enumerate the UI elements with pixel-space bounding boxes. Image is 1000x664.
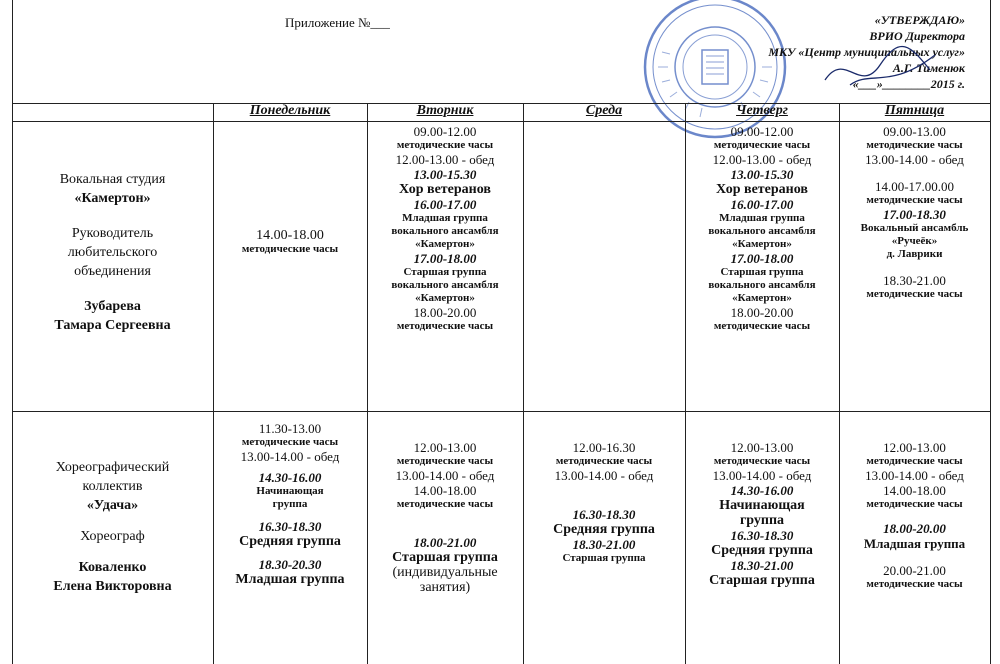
time-slot: 18.30-20.30 — [258, 557, 322, 572]
time-slot: 12.00-13.00 — [413, 440, 477, 455]
row1-lead — [12, 170, 213, 335]
row2-monday — [213, 421, 367, 587]
grid-line — [12, 411, 990, 412]
slot-desc: Старшая группа — [720, 266, 804, 278]
time-slot: 17.00-18.00 — [730, 251, 794, 266]
slot-desc: Младшая группа — [863, 536, 966, 551]
grid-line — [990, 0, 991, 664]
slot-desc: группа — [739, 513, 785, 528]
slot-desc: Старшая группа — [562, 552, 646, 564]
slot-desc: методические часы — [866, 498, 963, 510]
slot-desc: вокального ансамбля — [391, 225, 499, 237]
time-slot: 12.00-13.00 — [883, 440, 946, 455]
row2-thursday — [685, 440, 839, 588]
time-slot: 16.30-18.30 — [730, 528, 794, 543]
time-slot: 17.00-18.00 — [413, 251, 477, 266]
slot-desc: Хор ветеранов — [399, 182, 491, 197]
time-slot: 13.00-15.30 — [730, 167, 794, 182]
row2-lead — [12, 458, 213, 596]
slot-desc: группа — [272, 498, 308, 510]
slot-desc: методические часы — [396, 455, 494, 467]
slot-desc: «Ручеёк» — [891, 235, 938, 247]
time-slot: 13.00-15.30 — [413, 167, 477, 182]
header-wednesday: Среда — [585, 103, 623, 118]
lead-line: любительского — [67, 245, 158, 260]
time-slot: 09.00-13.00 — [883, 124, 946, 139]
row1-thursday — [685, 124, 839, 333]
lead-line: Хореограф — [80, 529, 145, 544]
lead-line: объединения — [74, 264, 151, 279]
time-slot: 14.00-18.00 — [883, 483, 946, 498]
slot-desc: д. Лаврики — [886, 248, 943, 260]
row1-monday — [213, 228, 367, 256]
lead-line: Коваленко — [78, 560, 147, 575]
header-tuesday: Вторник — [416, 103, 474, 118]
slot-desc: (индивидуальные — [392, 565, 498, 580]
slot-desc: методические часы — [866, 578, 963, 590]
slot-desc: «Камертон» — [415, 292, 475, 304]
slot-desc: «Камертон» — [732, 238, 792, 250]
lead-line: Тамара Сергеевна — [54, 318, 171, 333]
time-slot: 18.30-21.00 — [730, 558, 794, 573]
time-slot: 18.30-21.00 — [883, 273, 946, 288]
slot-desc: Старшая группа — [403, 266, 487, 278]
time-slot: 18.00-21.00 — [413, 535, 477, 550]
time-slot: 16.30-18.30 — [572, 507, 636, 522]
slot-desc: Начинающая — [256, 485, 324, 497]
time-slot: 09.00-12.00 — [730, 124, 794, 139]
time-slot: 17.00-18.30 — [883, 207, 946, 222]
lead-line: Зубарева — [84, 299, 141, 314]
time-slot: 14.00-17.00.00 — [874, 179, 955, 194]
slot-desc: методические часы — [713, 139, 811, 151]
row1-tuesday — [367, 124, 523, 333]
header-monday: Понедельник — [249, 103, 331, 118]
slot-desc: Старшая группа — [392, 550, 498, 565]
slot-desc: Вокальный ансамбль — [860, 222, 969, 234]
time-slot: 13.00-14.00 - обед — [554, 468, 654, 483]
slot-desc: методические часы — [713, 320, 811, 332]
time-slot: 11.30-13.00 — [258, 421, 322, 436]
time-slot: 16.30-18.30 — [258, 519, 322, 534]
signature — [820, 40, 940, 100]
slot-desc: методические часы — [555, 455, 653, 467]
header-thursday: Четверг — [736, 103, 788, 118]
lead-line: Елена Викторовна — [53, 579, 172, 594]
time-slot: 14.00-18.00 — [413, 483, 477, 498]
lead-line: «Удача» — [86, 498, 139, 513]
lead-line: Хореографический — [55, 460, 170, 475]
grid-line — [523, 103, 524, 664]
time-slot: 18.30-21.00 — [572, 537, 636, 552]
row2-wednesday — [523, 440, 685, 565]
slot-desc: «Камертон» — [415, 238, 475, 250]
slot-desc: «Камертон» — [732, 292, 792, 304]
slot-desc: методические часы — [396, 320, 494, 332]
time-slot: 18.00-20.00 — [883, 521, 946, 536]
grid-line — [12, 121, 990, 122]
approve-line-4: А.Г. Тименюк — [892, 61, 965, 75]
lead-line: коллектив — [82, 479, 143, 494]
time-slot: 13.00-14.00 - обед — [865, 468, 964, 483]
time-slot: 18.00-20.00 — [730, 305, 794, 320]
time-slot: 12.00-13.00 - обед — [395, 152, 495, 167]
time-slot: 12.00-13.00 - обед — [712, 152, 812, 167]
lead-line: «Камертон» — [74, 191, 151, 206]
slot-desc: методические часы — [396, 498, 494, 510]
slot-desc: методические часы — [396, 139, 494, 151]
slot-desc: методические часы — [866, 139, 963, 151]
lead-line: Вокальная студия — [59, 172, 166, 187]
slot-desc: Хор ветеранов — [716, 182, 808, 197]
slot-desc: методические часы — [241, 436, 339, 448]
time-slot: 16.00-17.00 — [413, 197, 477, 212]
header-friday: Пятница — [884, 103, 945, 118]
slot-desc: методические часы — [713, 455, 811, 467]
slot-desc: Младшая группа — [402, 212, 488, 224]
time-slot: 18.00-20.00 — [413, 305, 477, 320]
time-slot: 12.00-13.00 — [730, 440, 794, 455]
slot-desc: методические часы — [866, 455, 963, 467]
time-slot: 12.00-16.30 — [572, 440, 636, 455]
time-slot: 09.00-12.00 — [413, 124, 477, 139]
slot-desc: методические часы — [866, 288, 963, 300]
slot-desc: Начинающая — [719, 498, 805, 513]
slot-desc: Младшая группа — [235, 572, 345, 587]
lead-line: Руководитель — [71, 226, 154, 241]
row1-friday — [839, 124, 990, 301]
row2-tuesday — [367, 440, 523, 595]
slot-desc: вокального ансамбля — [708, 279, 816, 291]
slot-desc: вокального ансамбля — [391, 279, 499, 291]
slot-desc: Средняя группа — [711, 543, 813, 558]
time-slot: 13.00-14.00 - обед — [240, 449, 340, 464]
time-slot: 13.00-14.00 - обед — [395, 468, 495, 483]
time-slot: 14.30-16.00 — [730, 483, 794, 498]
slot-desc: вокального ансамбля — [708, 225, 816, 237]
approve-line-5: «___»________2015 г. — [852, 77, 965, 91]
approve-line-2: ВРИО Директора — [869, 29, 965, 43]
slot-desc: методические часы — [866, 194, 963, 206]
approve-line-3: МКУ «Центр муниципальных услуг» — [768, 45, 965, 59]
time-slot: 16.00-17.00 — [730, 197, 794, 212]
time-slot: 20.00-21.00 — [883, 563, 946, 578]
slot-desc: Старшая группа — [709, 573, 815, 588]
approve-line-1: «УТВЕРЖДАЮ» — [874, 13, 965, 27]
time-slot: 14.00-18.00 — [256, 228, 324, 243]
slot-desc: методические часы — [241, 243, 339, 255]
slot-desc: занятия) — [419, 580, 471, 595]
time-slot: 14.30-16.00 — [258, 470, 322, 485]
slot-desc: Средняя группа — [553, 522, 655, 537]
row2-friday — [839, 440, 990, 591]
slot-desc: Младшая группа — [719, 212, 805, 224]
slot-desc: Средняя группа — [239, 534, 341, 549]
time-slot: 13.00-14.00 - обед — [712, 468, 812, 483]
appendix-label: Приложение №___ — [285, 15, 390, 30]
time-slot: 13.00-14.00 - обед — [865, 152, 964, 167]
